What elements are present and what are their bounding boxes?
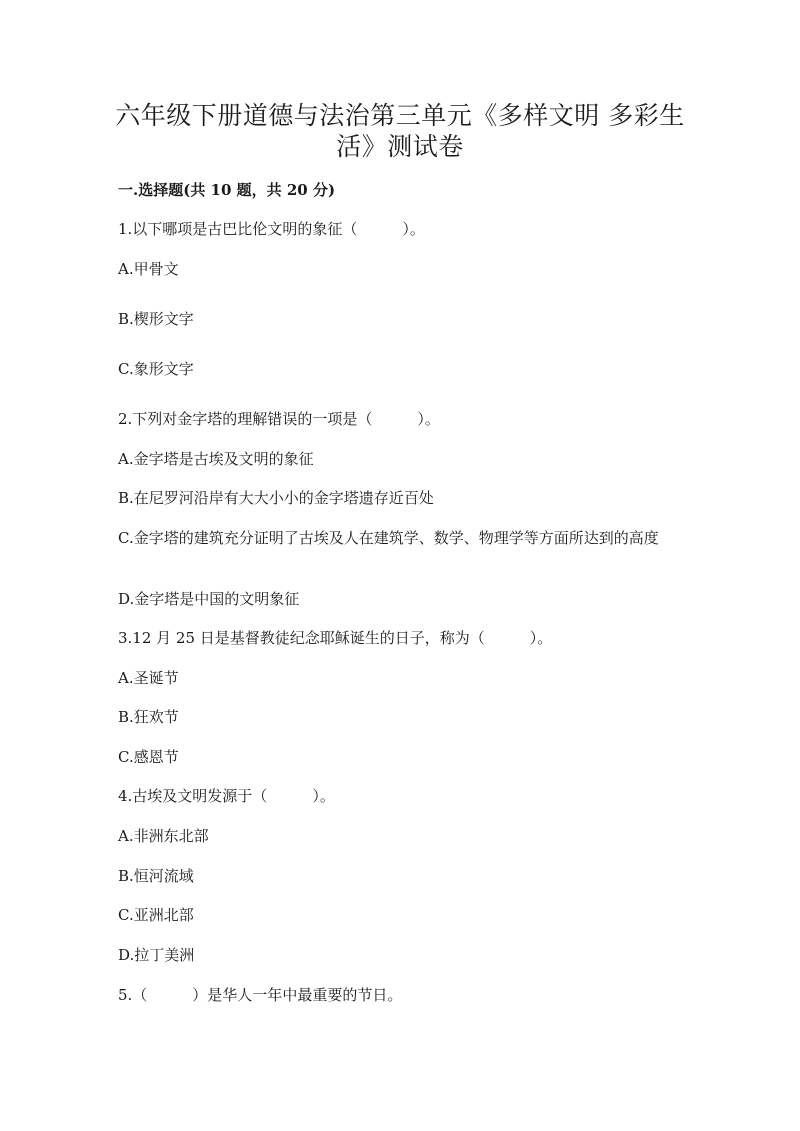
question-3-option-c: C.感恩节 xyxy=(118,748,179,766)
question-4-option-b: B.恒河流域 xyxy=(118,867,194,885)
question-2-option-c: C.金字塔的建筑充分证明了古埃及人在建筑学、数学、物理学等方面所达到的高度 xyxy=(118,529,659,547)
question-1-option-b: B.楔形文字 xyxy=(118,310,194,328)
question-2-option-d: D.金字塔是中国的文明象征 xyxy=(118,590,300,608)
page-title-line-1: 六年级下册道德与法治第三单元《多样文明 多彩生 xyxy=(115,101,685,130)
question-4-stem: 4.古埃及文明发源于（ ）。 xyxy=(118,787,335,805)
question-2-stem: 2.下列对金字塔的理解错误的一项是（ ）。 xyxy=(118,410,440,428)
question-1-option-c: C.象形文字 xyxy=(118,360,194,378)
question-4-option-d: D.拉丁美洲 xyxy=(118,946,195,964)
question-3-option-a: A.圣诞节 xyxy=(118,669,179,687)
section-heading: 一.选择题(共 10 题，共 20 分) xyxy=(118,181,336,199)
question-4-option-c: C.亚洲北部 xyxy=(118,906,194,924)
question-2-option-b: B.在尼罗河沿岸有大大小小的金字塔遗存近百处 xyxy=(118,489,434,507)
question-3-option-b: B.狂欢节 xyxy=(118,708,179,726)
question-4-option-a: A.非洲东北部 xyxy=(118,827,209,845)
question-1-stem: 1.以下哪项是古巴比伦文明的象征（ ）。 xyxy=(118,220,425,238)
question-1-option-a: A.甲骨文 xyxy=(118,260,179,278)
question-3-stem: 3.12 月 25 日是基督教徒纪念耶稣诞生的日子，称为（ ）。 xyxy=(118,629,553,647)
question-5-stem: 5.（ ）是华人一年中最重要的节日。 xyxy=(118,986,403,1004)
page-title-line-2: 活》测试卷 xyxy=(336,132,464,161)
question-2-option-a: A.金字塔是古埃及文明的象征 xyxy=(118,450,314,468)
